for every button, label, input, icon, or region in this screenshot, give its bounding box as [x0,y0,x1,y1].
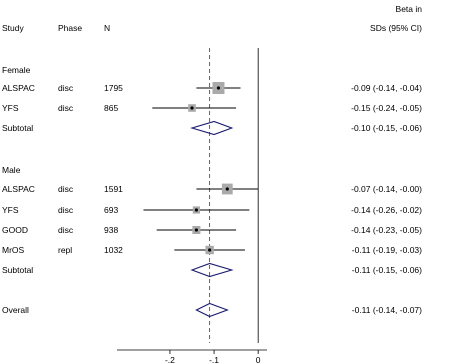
study-name: ALSPAC [2,184,35,194]
study-ci-text: -0.15 (-0.24, -0.05) [351,103,422,113]
study-n: 1591 [104,184,123,194]
study-phase: disc [58,83,74,93]
subtotal-ci-text: -0.11 (-0.15, -0.06) [351,265,422,275]
study-ci-text: -0.14 (-0.26, -0.02) [351,205,422,215]
study-name: MrOS [2,245,25,255]
group-label: Male [2,165,21,175]
overall-diamond [196,304,227,317]
subtotal-label: Subtotal [2,265,34,275]
effect-header-line1: Beta in [395,4,422,14]
x-tick-label: 0 [255,355,261,364]
study-phase: disc [58,184,74,194]
point-estimate [195,208,198,211]
x-tick-label: -.2 [164,355,175,364]
x-tick-label: -.1 [209,355,220,364]
study-phase: disc [58,103,74,113]
study-phase: repl [58,245,73,255]
effect-header-line2: SDs (95% CI) [370,23,422,33]
subtotal-diamond [192,122,232,135]
study-n: 938 [104,225,119,235]
study-name: YFS [2,103,19,113]
study-n: 865 [104,103,119,113]
study-n: 1795 [104,83,123,93]
forest-rows [2,65,422,317]
study-n: 693 [104,205,119,215]
overall-label: Overall [2,305,29,315]
x-axis-ticks [165,350,261,364]
study-ci-text: -0.11 (-0.19, -0.03) [351,245,422,255]
study-name: GOOD [2,225,28,235]
study-column-header: Study [2,23,24,33]
study-phase: disc [58,205,74,215]
subtotal-label: Subtotal [2,123,34,133]
study-phase: disc [58,225,74,235]
n-column-header: N [104,23,111,33]
overall-ci-text: -0.11 (-0.14, -0.07) [351,305,422,315]
group-label: Female [2,65,31,75]
study-name: YFS [2,205,19,215]
subtotal-ci-text: -0.10 (-0.15, -0.06) [351,123,422,133]
point-estimate [217,86,220,89]
point-estimate [208,248,211,251]
point-estimate [195,228,198,231]
phase-column-header: Phase [58,23,83,33]
subtotal-diamond [192,264,232,277]
point-estimate [190,106,193,109]
study-ci-text: -0.07 (-0.14, -0.00) [351,184,422,194]
study-ci-text: -0.09 (-0.14, -0.04) [351,83,422,93]
study-ci-text: -0.14 (-0.23, -0.05) [351,225,422,235]
point-estimate [226,187,229,190]
study-name: ALSPAC [2,83,35,93]
study-n: 1032 [104,245,123,255]
